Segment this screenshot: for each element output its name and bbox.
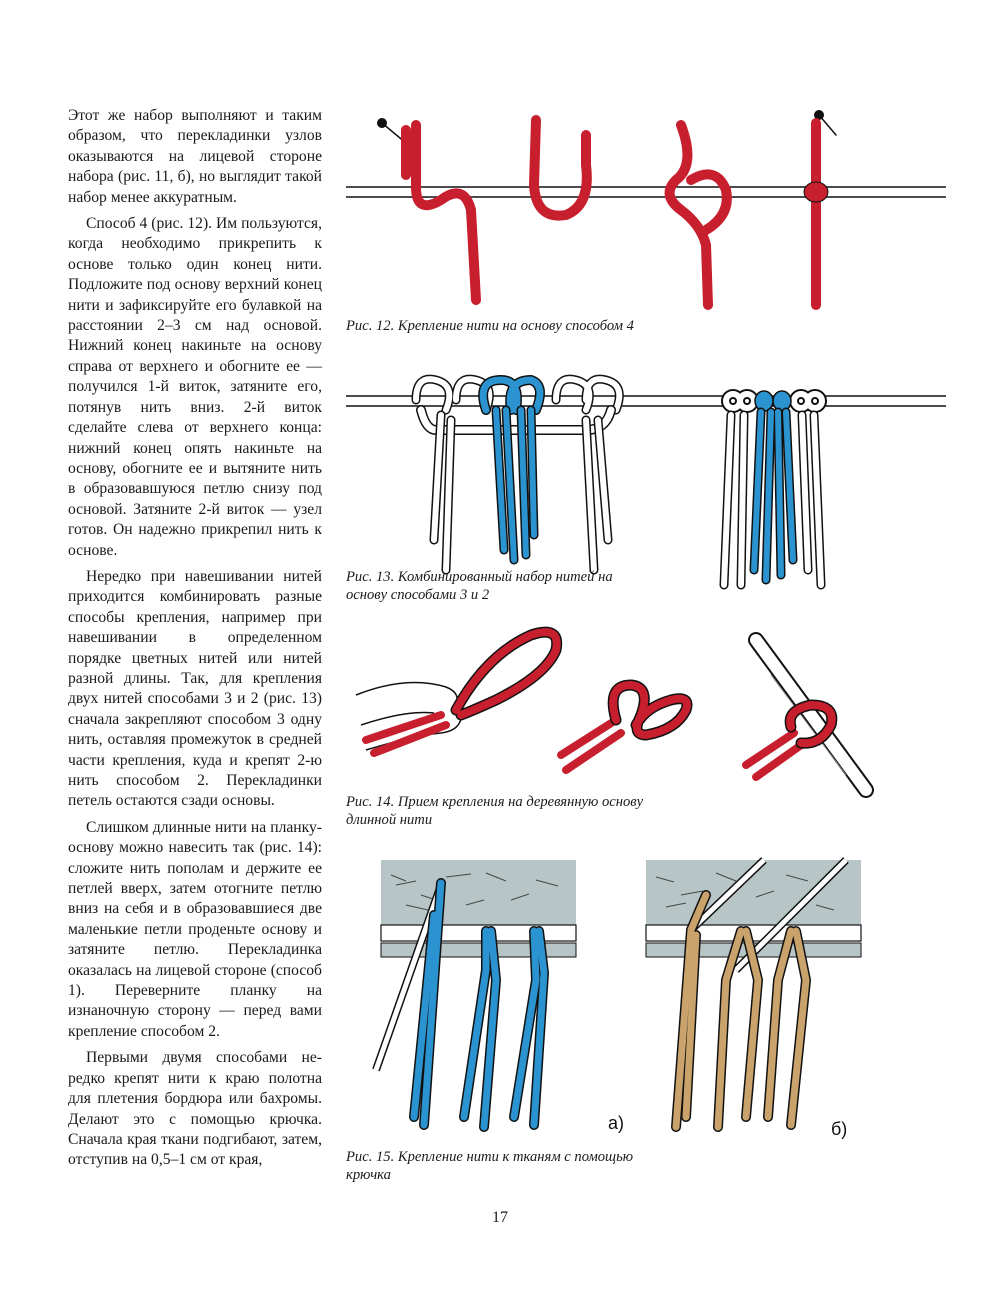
paragraph-2: Способ 4 (рис. 12). Им пользуются, когда необходимо прикрепить к основе только один конец нити. Подложите под основу верхний конец нити и зафиксируйте его булавкой на расстоянии 2–3 см над основой. Нижний конец накиньте на основу справа от верхнего и обогните ее — получился 1-й виток, затяните его, потянув нить вниз. 2-й виток сделайте слева от верхнего конца: нижний конец опять накиньте на основу, обогните ее и вытяните нить в образовавшуюся петлю снизу под основой. Затяните 2-й виток — узел готов. Он надежно прикрепил нить к основе. (68, 215, 322, 559)
fig15-drawing (346, 855, 946, 1140)
paragraph-3: Нередко при навешивании нитей приходится комбинировать разные способы крепления, например при навешивании в определенном порядке цветных нитей или нитей разной длины. Так, для крепления двух нитей способами 3 и 2 (рис. 13) сначала закрепляют способом 3 одну нить, оставляя промежуток в средней части крепления, куда и крепят 2-ю нить способом 2. Перекладинки петель остаются сзади основы. (68, 567, 322, 810)
page-number: 17 (492, 1209, 508, 1226)
body-text-column (68, 106, 322, 1177)
fig14-drawing (346, 615, 946, 785)
figure-12-illustration (346, 105, 946, 315)
fig13-drawing (346, 370, 946, 585)
figure-14-illustration (346, 615, 946, 785)
figure-15-illustration (346, 855, 946, 1140)
figure-12-caption: Рис. 12. Крепление нити на основу способом 4 (346, 318, 634, 334)
figure-15-caption: Рис. 15. Крепление нити к тканям с помощью крючка (346, 1149, 634, 1183)
figure-14-caption: Рис. 14. Прием крепления на деревянную основу длинной нити (346, 794, 644, 828)
figure-13-caption: Рис. 13. Комбинированный набор нитей на основу способами 3 и 2 (346, 569, 613, 603)
fig12-drawing (346, 105, 946, 315)
paragraph-4: Слишком длинные нити на планку-основу можно навесить так (рис. 14): сложите нить пополам и держите ее петлей вверх, затем отогните петлю вниз на себя и в образовавшиеся две маленькие петли проденьте основу и затяните петлю. Перекладинка оказалась на лицевой стороне (способ 1). Переверните планку на изнаночную сторону — перед вами крепление способом 2. (68, 818, 322, 1040)
fig15-label-a: а) (608, 1113, 625, 1133)
figure-13-illustration (346, 370, 946, 585)
paragraph-5: Первыми двумя способами нередко крепят нити к краю полотна для плетения бордюра или бахромы. Делают это с помощью крючка. Сначала края ткани подгибают, затем, отступив на 0,5–1 см от края, (68, 1049, 322, 1169)
fig15-label-b: б) (831, 1119, 848, 1139)
paragraph-1: Этот же набор выполняют и таким образом, что перекладинки узлов оказываются на лицевой стороне набора (рис. 11, б), но выглядит такой набор менее аккуратным. (68, 107, 322, 206)
